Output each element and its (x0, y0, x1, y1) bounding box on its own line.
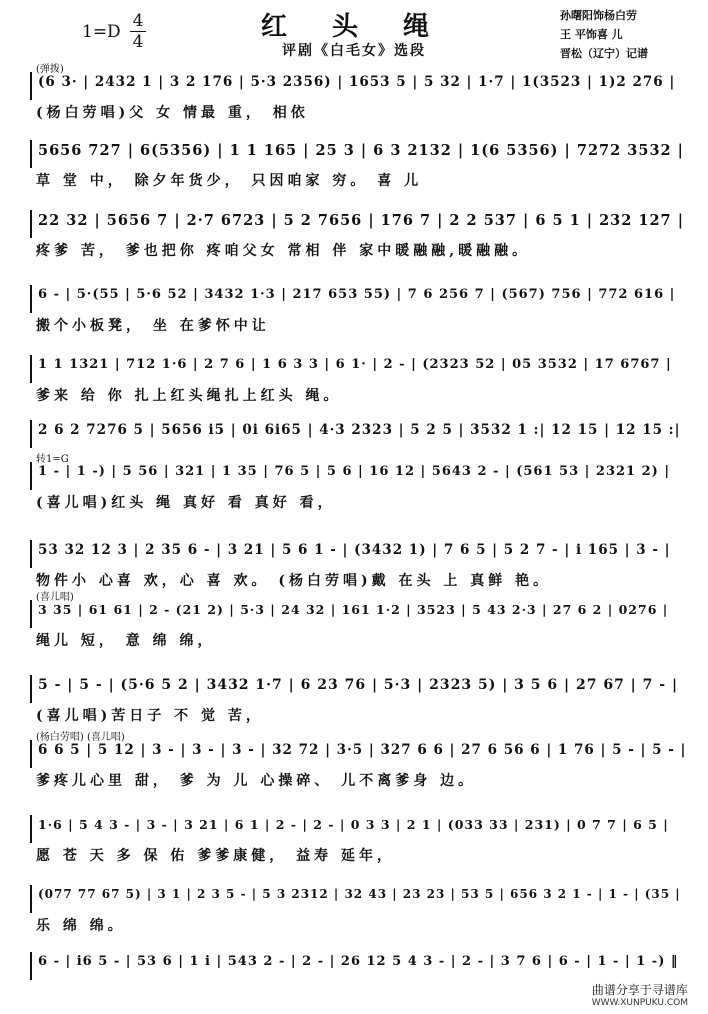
jianpu-notes: 1 - | 1 -) | 5 56 | 321 | 1 35 | 76 5 | 5 6 | 16 12 | 5643 2 - | (561 53 | 2321 2) | (38, 464, 671, 479)
meter-top: 4 (132, 11, 144, 31)
jianpu-notes: 53 32 12 3 | 2 35 6 - | 3 21 | 5 6 1 - | (3432 1) | 7 6 5 | 5 2 7 - | i 165 | 3 - | (38, 542, 671, 558)
notation-line (30, 210, 690, 238)
lyrics-line (30, 168, 690, 190)
score-system (30, 454, 690, 512)
lyrics-line (30, 913, 690, 935)
notation-line (30, 815, 690, 843)
score-system (30, 540, 690, 590)
notation-line (30, 952, 690, 980)
notation-line (30, 540, 690, 568)
lyrics-line (30, 313, 690, 335)
lyrics-text: 草 堂 中， 除夕年货少， 只因咱家 穷。 喜 儿 (36, 173, 423, 189)
credit-line: 王 平饰喜 儿 (560, 28, 623, 41)
jianpu-notes: 5 - | 5 - | (5·6 5 2 | 3432 1·7 | 6 23 76 | 5·3 | 2323 5) | 3 5 6 | 27 67 | 7 - | (38, 677, 679, 693)
lyrics-text: (杨白劳唱)父 女 情最 重， 相依 (36, 105, 309, 121)
performance-annotation: (喜儿唱) (36, 592, 74, 603)
lyrics-line (30, 628, 690, 650)
jianpu-notes: 6 - | i6 5 - | 53 6 | 1 i | 543 2 - | 2 - | 26 12 5 4 3 - | 2 - | 3 7 6 | 6 - | 1 - | 1 -) ‖ (38, 954, 679, 969)
jianpu-notes: 1·6 | 5 4 3 - | 3 - | 3 21 | 6 1 | 2 - | 2 - | 0 3 3 | 2 1 | (033 33 | 231) | 0 7 7 | 6 5 | (38, 817, 669, 832)
lyrics-text: 物件小 心喜 欢，心 喜 欢。 (杨白劳唱)戴 在头 上 真鲜 艳。 (36, 573, 552, 589)
jianpu-notes: 2 6 2 7276 5 | 5656 i5 | 0i 6i65 | 4·3 2323 | 5 2 5 | 3532 1 :| 12 15 | 12 15 :| (38, 422, 681, 438)
notation-line (30, 72, 690, 100)
jianpu-notes: (6 3· | 2432 1 | 3 2 176 | 5·3 2356) | 1653 5 | 5 32 | 1·7 | 1(3523 | 1)2 276 | (38, 74, 676, 90)
meter-bottom: 4 (132, 32, 144, 52)
performance-annotation: 转1=G (36, 454, 69, 465)
jianpu-notes: 1 1 1321 | 712 1·6 | 2 7 6 | 1 6 3 3 | 6 1· | 2 - | (2323 52 | 05 3532 | 17 6767 | (38, 357, 672, 372)
lyrics-line (30, 843, 690, 865)
time-signature (130, 12, 146, 51)
jianpu-notes: 6 - | 5·(55 | 5·6 52 | 3432 1·3 | 217 653 55) | 7 6 256 7 | (567) 756 | 772 616 | (38, 287, 676, 302)
watermark-label: 曲谱分享于寻谱库 (591, 983, 688, 997)
song-subtitle: 评剧《白毛女》选段 (282, 43, 426, 59)
score-system (30, 732, 690, 790)
lyrics-text: 乐 绵 绵。 (36, 918, 126, 934)
jianpu-notes: 5656 727 | 6(5356) | 1 1 165 | 25 3 | 6 3 2132 | 1(6 5356) | 7272 3532 | (38, 142, 684, 159)
notation-line (30, 885, 690, 913)
lyrics-line (30, 383, 690, 405)
notation-line (30, 140, 690, 168)
lyrics-line (30, 238, 690, 260)
notation-line (30, 355, 690, 383)
jianpu-notes: (077 77 67 5) | 3 1 | 2 3 5 - | 5 3 2312 | 32 43 | 23 23 | 53 5 | 656 3 2 1 - | 1 - | (35 | (38, 887, 681, 901)
score-system (30, 885, 690, 935)
score-system (30, 592, 690, 650)
lyrics-line (30, 568, 690, 590)
performance-annotation: (弹拨) (36, 64, 64, 75)
lyrics-text: 绳儿 短， 意 绵 绵， (36, 633, 216, 649)
lyrics-text: 愿 苍 天 多 保 佑 爹爹康健， 益寿 延年， (36, 848, 395, 864)
lyrics-text: 搬个小板凳， 坐 在爹怀中让 (36, 318, 270, 334)
score-system (30, 675, 690, 725)
jianpu-notes: 6 6 5 | 5 12 | 3 - | 3 - | 3 - | 32 72 | 3·5 | 327 6 6 | 27 6 56 6 | 1 76 | 5 - | 5 - | (38, 742, 687, 758)
watermark (592, 981, 688, 1008)
notation-line (30, 600, 690, 628)
notation-line (30, 462, 690, 490)
jianpu-notes: 22 32 | 5656 7 | 2·7 6723 | 5 2 7656 | 176 7 | 2 2 537 | 6 5 1 | 232 127 | (38, 212, 684, 229)
score-system (30, 140, 690, 190)
lyrics-text: 爹疼儿心里 甜， 爹 为 儿 心操碎、 儿不离爹身 边。 (36, 773, 477, 789)
lyrics-line (30, 100, 690, 122)
jianpu-notes: 3 35 | 61 61 | 2 - (21 2) | 5·3 | 24 32 | 161 1·2 | 3523 | 5 43 2·3 | 27 6 2 | 0276 | (38, 602, 669, 617)
credit-line: 晋松（辽宁）记谱 (560, 47, 648, 60)
lyrics-text: 爹来 给 你 扎上红头绳扎上红头 绳。 (36, 388, 342, 404)
song-title: 红 头 绳 (260, 12, 448, 42)
lyrics-line (30, 768, 690, 790)
notation-line (30, 740, 690, 768)
lyrics-text: (喜儿唱)苦日子 不 觉 苦， (36, 708, 264, 724)
notation-line (30, 675, 690, 703)
credit-line: 孙曙阳饰杨白劳 (560, 9, 637, 22)
lyrics-text: 疼爹 苦， 爹也把你 疼咱父女 常相 伴 家中暖融融,暖融融。 (36, 243, 531, 259)
performance-annotation: (杨白劳唱) (喜儿唱) (36, 732, 125, 743)
lyrics-line (30, 703, 690, 725)
notation-line (30, 420, 690, 448)
score-system (30, 815, 690, 865)
score-system (30, 64, 690, 122)
notation-line (30, 285, 690, 313)
credits (560, 6, 648, 63)
watermark-url: WWW.XUNPUKU.COM (591, 998, 688, 1008)
lyrics-text: (喜儿唱)红头 绳 真好 看 真好 看， (36, 495, 336, 511)
score-system (30, 355, 690, 405)
key-signature: 1=D (82, 22, 121, 42)
score-system (30, 285, 690, 335)
score-system (30, 210, 690, 260)
lyrics-line (30, 490, 690, 512)
